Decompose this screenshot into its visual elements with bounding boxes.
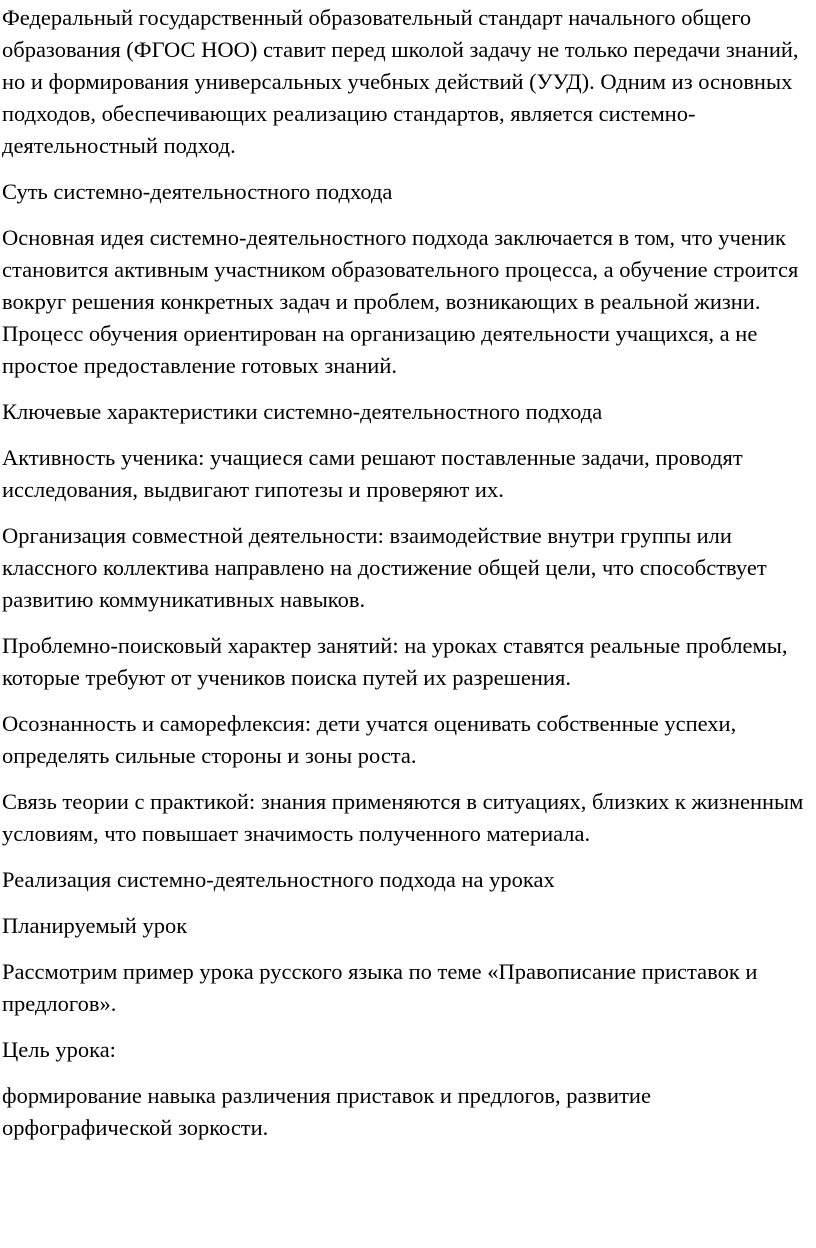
lesson-example-paragraph: Рассмотрим пример урока русского языка по теме «Правописание приставок и предлогов».: [2, 959, 758, 1016]
characteristic-student-activity: Активность ученика: учащиеся сами решают поставленные задачи, проводят исследования, выдвигают гипотезы и проверяют их.: [2, 445, 743, 502]
section-heading-planned-lesson: Планируемый урок: [2, 913, 188, 938]
section-heading-essence: Суть системно-деятельностного подхода: [2, 179, 393, 204]
main-idea-paragraph: Основная идея системно-деятельностного подхода заключается в том, что ученик становится активным участником образовательного процесса, а обучение строится вокруг решения конкретных задач и проблем, возникающих в реальной жизни. Процесс обучения ориентирован на организацию деятельности учащихся, а не простое предоставление готовых знаний.: [2, 225, 799, 378]
section-heading-characteristics: Ключевые характеристики системно-деятельностного подхода: [2, 399, 603, 424]
lesson-goal-label: Цель урока:: [2, 1037, 116, 1062]
characteristic-self-reflection: Осознанность и саморефлексия: дети учатся оценивать собственные успехи, определять сильные стороны и зоны роста.: [2, 711, 737, 768]
intro-paragraph: Федеральный государственный образовательный стандарт начального общего образования (ФГОС НОО) ставит перед школой задачу не только передачи знаний, но и формирования универсальных учебных действий (УУД). Одним из основных подходов, обеспечивающих реализацию стандартов, является системно-деятельностный подход.: [2, 5, 799, 158]
section-heading-implementation: Реализация системно-деятельностного подхода на уроках: [2, 867, 555, 892]
characteristic-theory-practice: Связь теории с практикой: знания применяются в ситуациях, близких к жизненным условиям, что повышает значимость полученного материала.: [2, 789, 804, 846]
characteristic-joint-activity: Организация совместной деятельности: взаимодействие внутри группы или классного коллектива направлено на достижение общей цели, что способствует развитию коммуникативных навыков.: [2, 523, 767, 612]
characteristic-problem-search: Проблемно-поисковый характер занятий: на уроках ставятся реальные проблемы, которые требуют от учеников поиска путей их разрешения.: [2, 633, 788, 690]
lesson-goal-text: формирование навыка различения приставок и предлогов, развитие орфографической зоркости.: [2, 1083, 651, 1140]
